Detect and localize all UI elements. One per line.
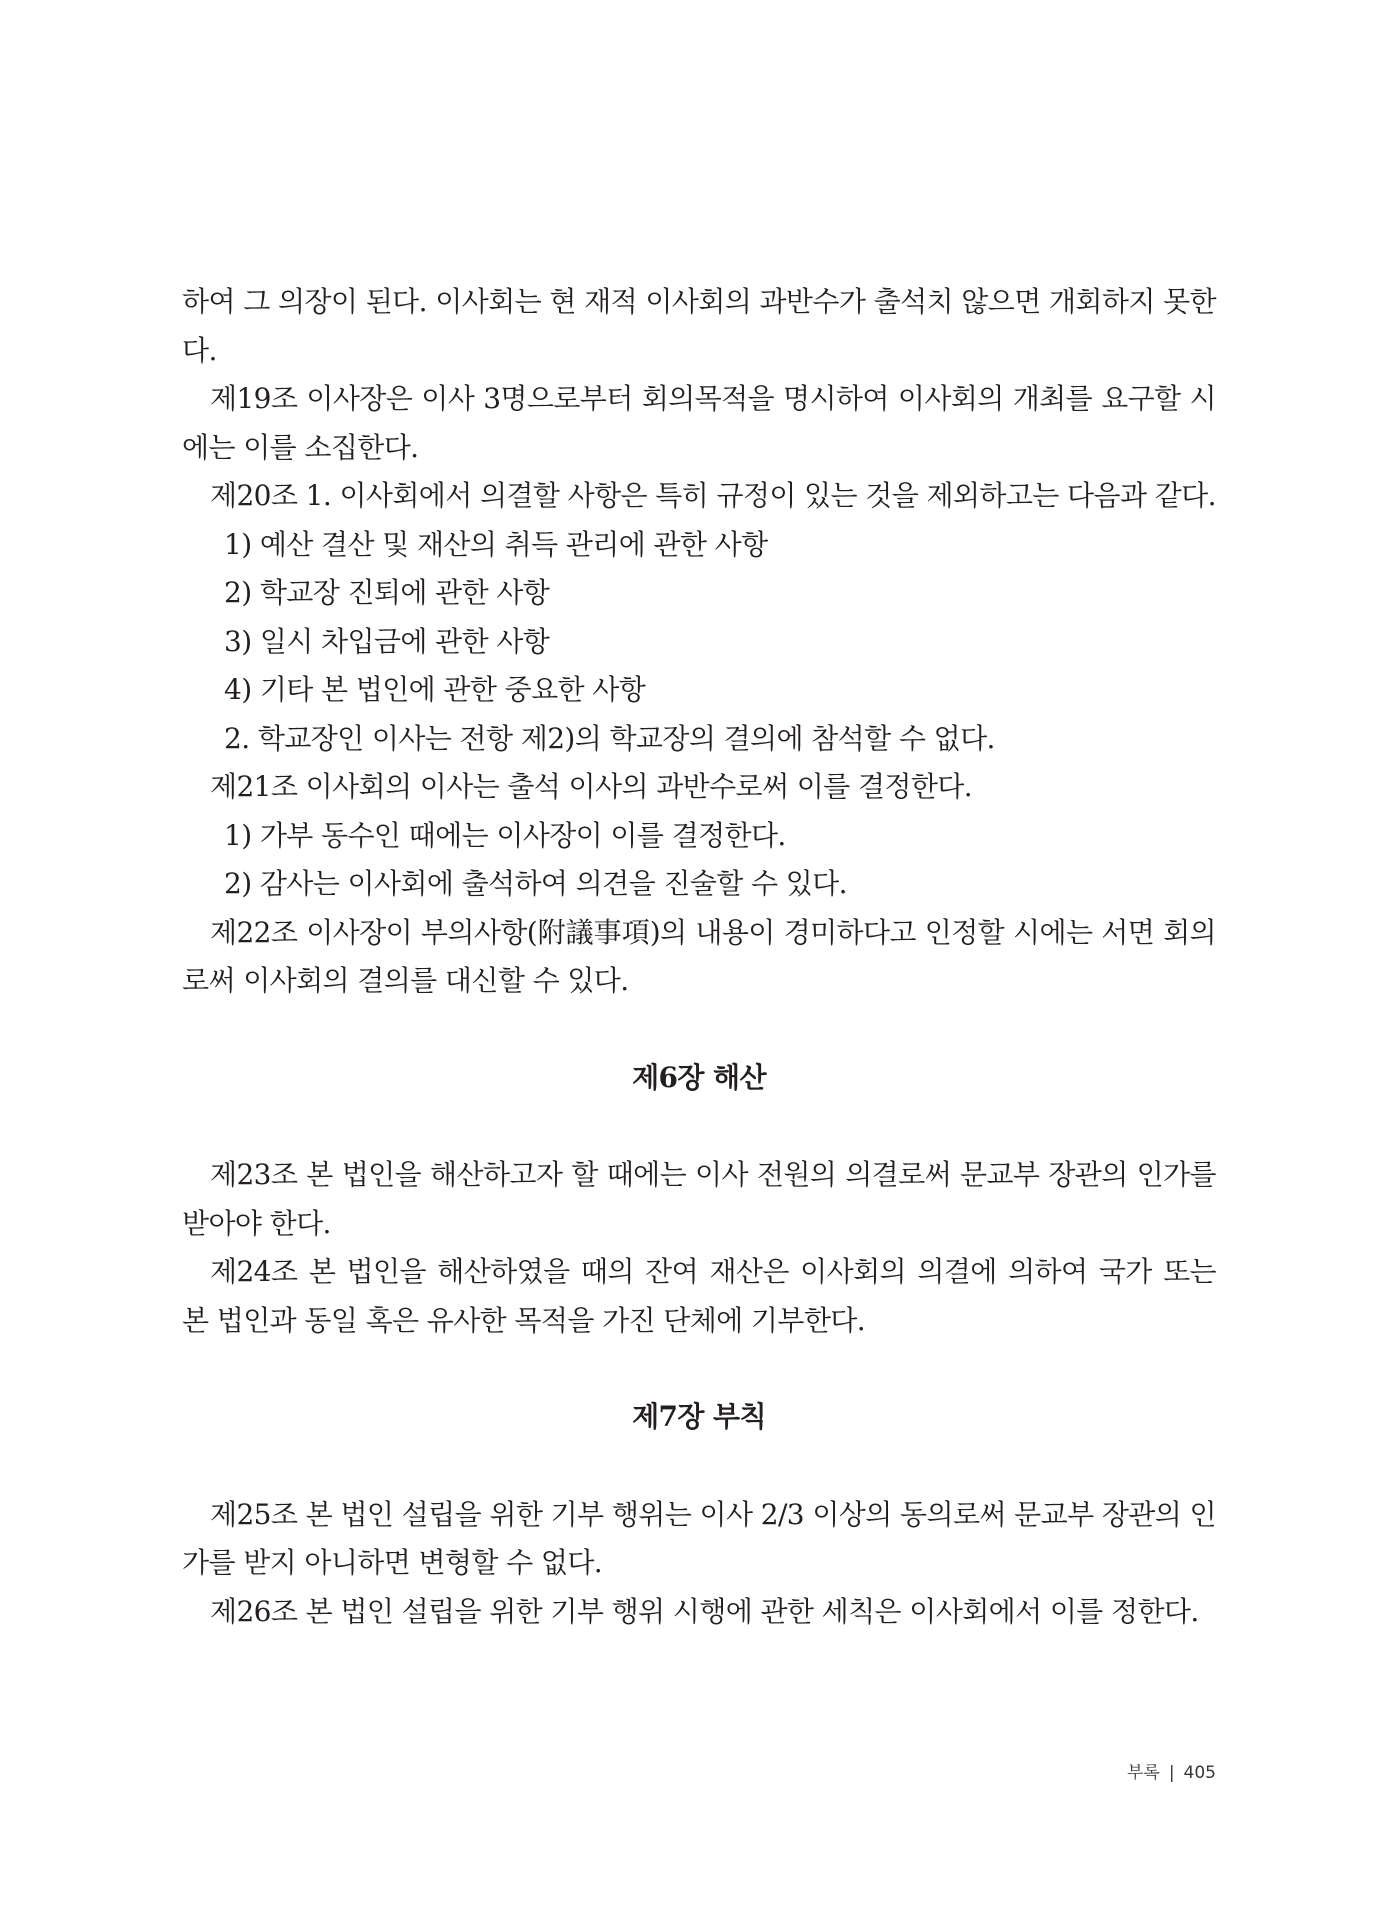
article-24: 제24조 본 법인을 해산하였을 때의 잔여 재산은 이사회의 의결에 의하여 국가 또는 본 법인과 동일 혹은 유사한 목적을 가진 단체에 기부한다. <box>182 1255 1216 1337</box>
article-22: 제22조 이사장이 부의사항(附議事項)의 내용이 경미하다고 인정할 시에는 서면 회의로써 이사회의 결의를 대신할 수 있다. <box>182 915 1216 997</box>
list-item: 1) 가부 동수인 때에는 이사장이 이를 결정한다. <box>224 818 786 852</box>
page-number: 405 <box>1183 1763 1216 1783</box>
article-20: 제20조 1. 이사회에서 의결할 사항은 특히 규정이 있는 것을 제외하고는 다음과 같다. <box>210 479 1216 512</box>
paragraph-continuation: 하여 그 의장이 된다. 이사회는 현 재적 이사회의 과반수가 출석치 않으면 개회하지 못한다. <box>182 285 1216 367</box>
footer-section-label: 부록 <box>1126 1763 1160 1783</box>
list-item: 2) 감사는 이사회에 출석하여 의견을 진술할 수 있다. <box>224 867 847 900</box>
document-body <box>182 278 1216 1636</box>
list-item: 2) 학교장 진퇴에 관한 사항 <box>224 576 550 609</box>
chapter-heading-7: 제7장 부칙 <box>632 1400 766 1433</box>
page-footer <box>1127 1758 1216 1783</box>
list-item: 1) 예산 결산 및 재산의 취득 관리에 관한 사항 <box>224 527 768 561</box>
list-item: 2. 학교장인 이사는 전항 제2)의 학교장의 결의에 참석할 수 없다. <box>224 721 995 755</box>
list-item: 3) 일시 차입금에 관한 사항 <box>224 624 550 658</box>
article-25: 제25조 본 법인 설립을 위한 기부 행위는 이사 2/3 이상의 동의로써 문교부 장관의 인가를 받지 아니하면 변형할 수 없다. <box>182 1497 1216 1579</box>
article-21: 제21조 이사회의 이사는 출석 이사의 과반수로써 이를 결정한다. <box>210 770 973 803</box>
article-19: 제19조 이사장은 이사 3명으로부터 회의목적을 명시하여 이사회의 개최를 요구할 시에는 이를 소집한다. <box>182 382 1216 464</box>
chapter-heading-6: 제6장 해산 <box>632 1060 766 1094</box>
list-item: 4) 기타 본 법인에 관한 중요한 사항 <box>224 673 646 706</box>
article-26: 제26조 본 법인 설립을 위한 기부 행위 시행에 관한 세칙은 이사회에서 이를 정한다. <box>210 1594 1199 1628</box>
article-23: 제23조 본 법인을 해산하고자 할 때에는 이사 전원의 의결로써 문교부 장관의 인가를 받아야 한다. <box>182 1158 1216 1240</box>
footer-separator: | <box>1168 1763 1175 1783</box>
